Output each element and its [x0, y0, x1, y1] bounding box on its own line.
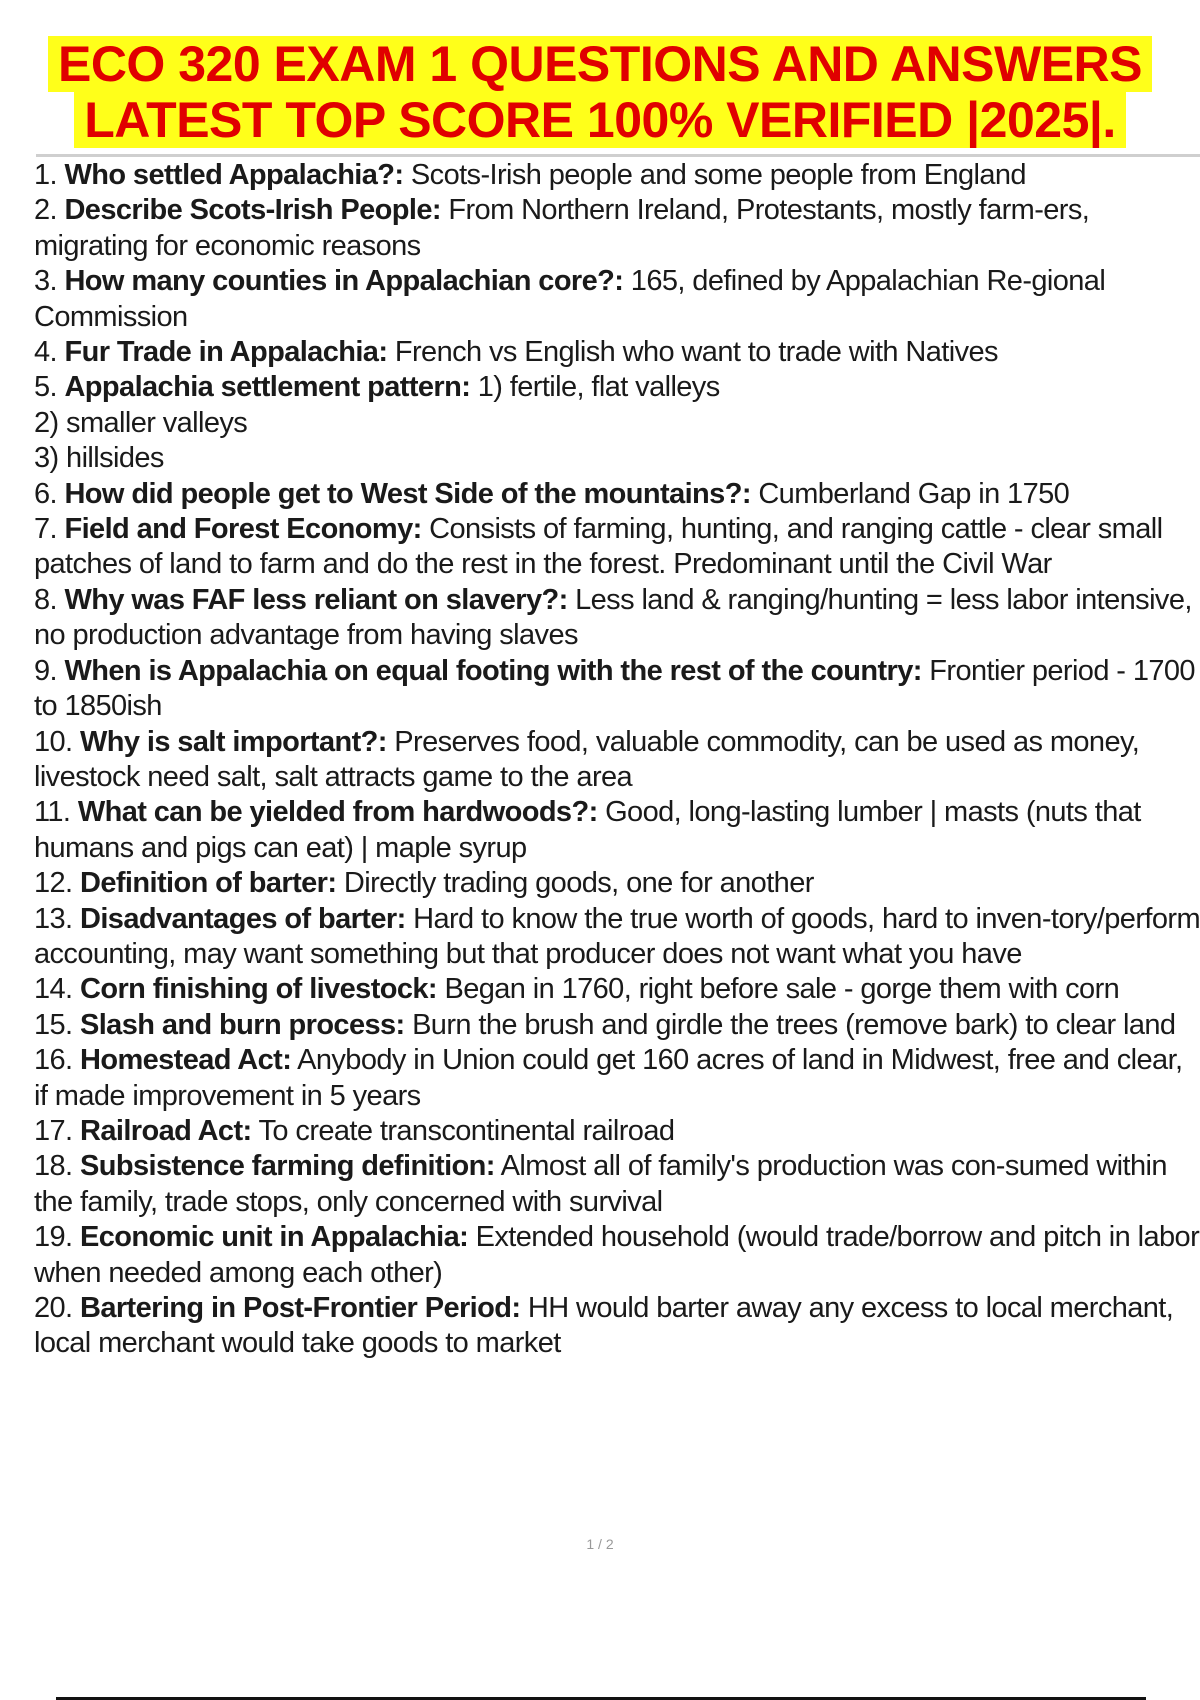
question: Why is salt important?: [79, 725, 387, 758]
question: Field and Forest Economy: [64, 513, 422, 546]
question: Definition of barter: [79, 867, 337, 900]
answer: French vs English who want to trade with Natives [387, 336, 998, 369]
answer: From Northern Ireland, Protestants, mostly farm-ers, migrating for economic reasons [34, 194, 1090, 262]
answer: Preserves food, valuable commodity, can be used as money, livestock need salt, salt attracts game to the area [34, 725, 1140, 793]
question: Fur Trade in Appalachia: [64, 336, 388, 369]
qa-item-3 [34, 264, 1200, 335]
qa-item-20 [34, 1291, 1200, 1362]
answer: Scots-Irish people and some people from England [403, 159, 1026, 191]
answer: Hard to know the true worth of goods, hard to inven-tory/perform accounting, may want something but that producer does not want what you have [34, 902, 1200, 970]
qa-item-5 [34, 370, 1200, 476]
item-number: 19. [34, 1221, 73, 1254]
answer: Began in 1760, right before sale - gorge them with corn [437, 973, 1120, 1006]
question: Describe Scots-Irish People: [64, 194, 441, 227]
answer: Anybody in Union could get 160 acres of land in Midwest, free and clear, if made improvement in 5 years [34, 1044, 1183, 1112]
answer: Directly trading goods, one for another [336, 867, 814, 900]
qa-item-9 [34, 654, 1200, 725]
qa-item-7 [34, 512, 1200, 583]
item-number: 7. [34, 513, 57, 546]
qa-item-10 [34, 725, 1200, 796]
item-number: 15. [34, 1008, 73, 1041]
qa-item-8 [34, 583, 1200, 654]
answer: HH would barter away any excess to local merchant, local merchant would take goods to market [34, 1292, 1174, 1360]
qa-item-11 [34, 795, 1200, 866]
question: Railroad Act: [79, 1114, 252, 1147]
question: When is Appalachia on equal footing with the rest of the country: [64, 654, 922, 687]
qa-item-4 [34, 335, 1200, 370]
item-number: 17. [34, 1114, 73, 1147]
item-number: 16. [34, 1044, 73, 1077]
question: Corn finishing of livestock: [79, 973, 437, 1006]
question: Who settled Appalachia?: [64, 159, 404, 191]
item-number: 11. [34, 796, 71, 829]
item-number: 13. [34, 902, 73, 935]
answer: 1) fertile, flat valleys [470, 371, 720, 404]
answer: Less land & ranging/hunting = less labor intensive, no production advantage from having slaves [34, 583, 1192, 652]
item-number: 5. [34, 371, 57, 404]
qa-item-2 [34, 193, 1200, 264]
question: Homestead Act: [79, 1044, 292, 1077]
page-indicator: 1 / 2 [586, 1536, 614, 1552]
answer: Almost all of family's production was con-sumed within the family, trade stops, only concerned with survival [34, 1150, 1167, 1218]
qa-item-17 [34, 1114, 1200, 1149]
question: Bartering in Post-Frontier Period: [79, 1292, 521, 1324]
qa-item-13 [34, 902, 1200, 973]
question: Appalachia settlement pattern: [64, 371, 471, 404]
item-number: 10. [34, 725, 73, 758]
item-number: 3. [34, 265, 57, 298]
item-number: 20. [34, 1292, 73, 1324]
qa-item-14 [34, 972, 1200, 1007]
answer: Cumberland Gap in 1750 [750, 477, 1070, 510]
qa-item-12 [34, 866, 1200, 901]
question: Slash and burn process: [79, 1008, 405, 1041]
title-line-1: ECO 320 EXAM 1 QUESTIONS AND ANSWERS [48, 36, 1152, 92]
question: Disadvantages of barter: [79, 902, 406, 935]
item-number: 9. [34, 654, 57, 687]
title-divider [36, 154, 1200, 157]
title-line-2: LATEST TOP SCORE 100% VERIFIED |2025|. [74, 92, 1126, 148]
qa-item-18 [34, 1149, 1200, 1220]
item-number: 2. [34, 194, 57, 227]
item-number: 1. [34, 159, 57, 191]
item-number: 8. [34, 583, 57, 616]
answer-continuation: 3) hillsides [34, 442, 164, 475]
qa-item-16 [34, 1043, 1200, 1114]
item-number: 12. [34, 867, 73, 900]
answer: To create transcontinental railroad [251, 1114, 675, 1147]
qa-item-19 [34, 1220, 1200, 1291]
question: Economic unit in Appalachia: [79, 1221, 469, 1254]
answer: Extended household (would trade/borrow and pitch in labor when needed among each other) [34, 1221, 1200, 1289]
item-number: 18. [34, 1150, 73, 1183]
qa-item-6 [34, 477, 1200, 512]
question: Subsistence farming definition: [79, 1150, 495, 1183]
answer-continuation: 2) smaller valleys [34, 406, 248, 439]
answer: Frontier period - 1700 to 1850ish [34, 654, 1195, 723]
question: How did people get to West Side of the mountains?: [64, 477, 751, 510]
item-number: 6. [34, 477, 57, 510]
document-title [0, 36, 1200, 148]
question: What can be yielded from hardwoods?: [77, 796, 598, 829]
question: How many counties in Appalachian core?: [64, 265, 624, 298]
qa-list [34, 158, 1200, 1362]
qa-item-15 [34, 1008, 1200, 1043]
item-number: 4. [34, 336, 57, 369]
answer: 165, defined by Appalachian Re-gional Commission [34, 265, 1106, 333]
answer: Burn the brush and girdle the trees (remove bark) to clear land [404, 1008, 1176, 1041]
answer: Consists of farming, hunting, and ranging cattle - clear small patches of land to farm and do the rest in the forest. Predominant until the Civil War [34, 513, 1163, 581]
item-number: 14. [34, 973, 73, 1006]
answer: Good, long-lasting lumber | masts (nuts that humans and pigs can eat) | maple syrup [34, 796, 1141, 864]
question: Why was FAF less reliant on slavery?: [64, 583, 568, 616]
qa-item-1 [34, 158, 1200, 193]
